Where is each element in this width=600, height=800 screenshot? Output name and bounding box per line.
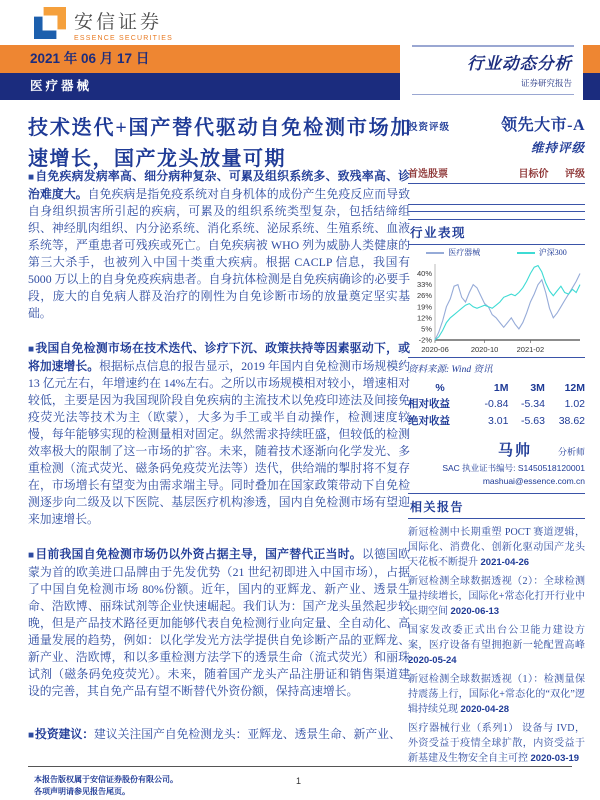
bullet-icon: ■ [28, 730, 35, 741]
cell-value: 38.62 [558, 414, 585, 427]
legend-entry [426, 247, 480, 258]
report-item-title: 国家发改委正式出台公卫能力建设方案，医疗设备有望拥抱新一轮配置高峰 [408, 625, 585, 651]
stock-col-label: 首选股票 [408, 169, 448, 180]
preferred-stock-header [408, 165, 585, 184]
empty-stock-row [408, 184, 585, 205]
line-swatch-icon [426, 252, 444, 254]
report-title: 技术迭代+国产替代驱动自免检测市场加速增长，国产龙头放量可期 [28, 117, 412, 171]
date-band [0, 45, 400, 73]
paragraph-2 [28, 340, 410, 528]
cell-value: 1.02 [564, 397, 585, 410]
table-row [408, 412, 585, 429]
cell-value: -5.63 [521, 414, 545, 427]
edge-navy-block [583, 73, 600, 100]
related-report-item[interactable] [408, 525, 585, 570]
legend-entry [517, 247, 567, 258]
paragraph-investment-advice [28, 726, 410, 744]
paragraph-1 [28, 168, 410, 322]
report-body [28, 168, 410, 762]
related-reports-list [408, 519, 585, 766]
footer-line2: 各项声明请参见报告尾页。 [34, 787, 130, 796]
row-label: 相对收益 [408, 399, 450, 410]
report-item-title: 新冠检测中长期重塑 POCT 赛道逻辑，国际化、消费化、创新化驱动国产龙头天花板不断提升 [408, 527, 585, 568]
page-number: 1 [296, 776, 302, 786]
rating-box [408, 106, 585, 212]
report-item-date: 2020-04-28 [460, 704, 510, 715]
report-type: 行业动态分析 [467, 54, 572, 73]
report-item-date: 2020-06-13 [450, 606, 500, 617]
paragraph-text: 根据标点信息的报告显示，2019 年国内自免检测市场规模约 13 亿元左右，年增速约在 14%左右。之所以市场规模相对较小，增速相对较低，主要是因为我国现阶段自免疾病的主流技术以免疫印迹法及间接免疫荧光法等技术为主（欧蒙），大多为手工或半自动操作，检测速度较慢，每年能够实现的检测量相对固定。纵然需求持续旺盛，但较低的检测效率极大的限制了这一市场的扩容。未来，随着技术逐渐向化学发光、多重检测（流式荧光、磁条码免疫荧光法等）迭代，供给端的掣肘将不复存在，市场增长有望变为由需求端主导。同时叠加在国家政策带动下自免检测逐步向二级及以下医院、基层医疗机构渗透，国内自免检测市场有望迎来加速增长。 [28, 359, 410, 526]
paragraph-lead: 目前我国自免检测市场仍以外资占据主导，国产替代正当时。 [35, 547, 362, 561]
legend-label: 医疗器械 [448, 248, 481, 257]
brand-name-cn: 安信证券 [74, 12, 163, 33]
svg-text:2020-10: 2020-10 [470, 345, 499, 354]
svg-text:2020-06: 2020-06 [421, 345, 449, 354]
cell-value: 3.01 [488, 414, 509, 427]
svg-text:12%: 12% [416, 313, 432, 323]
related-reports-heading: 相关报告 [408, 494, 585, 519]
essence-logo-icon [34, 7, 66, 39]
report-item-title: 新冠检测全球数据透视（2）：全球检测量持续增长，国际化+常态化打开行业中长期空间 [408, 576, 585, 617]
report-item-date: 2021-04-26 [480, 557, 530, 568]
brand-name-en: ESSENCE SECURITIES [74, 35, 174, 42]
table-row [408, 395, 585, 412]
report-subtype: 证券研究报告 [520, 78, 572, 88]
chart-source: 资料来源: Wind 资讯 [408, 357, 585, 377]
rating-value: 领先大市-A [501, 117, 585, 134]
col-header: 3M [530, 382, 545, 394]
related-report-item[interactable] [408, 721, 585, 766]
related-reports-section [408, 494, 585, 766]
edge-orange-block [583, 45, 600, 73]
svg-text:40%: 40% [416, 269, 432, 278]
report-item-title: 医疗器械行业（系列1） 设备与 IVD，外资受益于疫情全球扩散，内资受益于新基建及生物安全自主可控 [408, 723, 585, 764]
industry-performance-chart [408, 259, 585, 355]
report-item-date: 2020-05-24 [408, 655, 457, 666]
target-col-label: 目标价 [518, 169, 549, 180]
report-type-box [412, 45, 574, 95]
report-item-title: 新冠检测全球数据透视（1）：检测量保持震荡上行，国际化+常态化的“双化”逻辑持续兑现 [408, 674, 585, 715]
paragraph-text: 建议关注国产自免检测龙头：亚辉龙、透景生命、新产业、 [94, 727, 401, 741]
svg-text:5%: 5% [421, 324, 432, 334]
cell-value: -0.84 [484, 397, 509, 410]
svg-text:33%: 33% [416, 280, 432, 290]
paragraph-lead: 自免疾病发病率高、细分病种复杂、可累及组织系统多、致残率高、诊治难度大。 [28, 169, 410, 201]
rating-status: 维持评级 [530, 141, 585, 155]
analyst-sac-number: SAC 执业证书编号: S1450518120001 [442, 463, 585, 473]
legend-label: 沪深300 [538, 248, 567, 257]
svg-text:26%: 26% [416, 291, 432, 301]
col-header: % [435, 382, 445, 394]
rating-label: 投资评级 [408, 123, 451, 133]
industry-band [0, 73, 400, 100]
related-report-item[interactable] [408, 672, 585, 717]
col-header: 12M [564, 382, 585, 394]
footer-line1: 本报告版权属于安信证券股份有限公司。 [34, 775, 178, 784]
related-report-item[interactable] [408, 623, 585, 668]
side-column [408, 106, 585, 770]
analyst-block [408, 439, 585, 494]
returns-table [408, 381, 585, 429]
footer-divider [28, 766, 572, 767]
paragraph-text: 以德国欧蒙为首的欧美进口品牌由于先发优势（21 世纪初即进入中国市场），占据了中国自免检测市场 80%份额。近年，国内的亚辉龙、新产业、透景生命、浩欧博、丽珠试剂等企业快速崛起。我们认为：国产龙头虽然起步较晚，但是产品技术路径更加能够代表自免检测行业向定量、全自动化、高通量发展的趋势，例如：以化学发光方法学提供自免诊断产品的亚辉龙、新产业、浩欧博，和以多重检测方法学下的透景生命（流式荧光）和丽珠试剂（磁条码免疫荧光）。未来，随着国产龙头产品注册证和销售渠道建设的完善，其自免产品有望不断替代外资份额，保持高速增长。 [28, 547, 410, 698]
related-report-item[interactable] [408, 574, 585, 619]
bullet-icon: ■ [28, 172, 35, 183]
footer-disclaimer [34, 774, 178, 798]
cell-value: -5.34 [521, 397, 545, 410]
industry-performance-section [408, 219, 585, 429]
chart-legend [408, 247, 585, 258]
paragraph-3 [28, 546, 410, 700]
analyst-email [408, 476, 585, 486]
svg-text:-2%: -2% [418, 335, 432, 345]
row-label: 绝对收益 [408, 416, 450, 427]
analyst-name: 马帅 [497, 443, 532, 459]
line-swatch-icon [517, 252, 535, 254]
col-header: 1M [493, 382, 509, 394]
bullet-icon: ■ [28, 344, 35, 355]
paragraph-text: 自免疾病是指免疫系统对自身机体的成份产生免疫反应而导致自身组织损害所引起的疾病，可累及的组织系统类型复杂，包括结缔组织、神经肌肉组织、内分泌系统、消化系统、泌尿系统、生殖系统、血液系统等，严重患者可残疾或死亡。自免疾病被 WHO 列为威胁人类健康的第三大杀手，也被列入中国十类重大疾病。根据 CACLP 信息，我国有 5000 万以上的自身免疫疾病患者。自身抗体检测是自免疾病确诊的必要手段，庞大的自免病人群及治疗的刚性为自免诊断市场的放量奠定坚实基础。 [28, 187, 410, 320]
bullet-icon: ■ [28, 550, 35, 561]
analyst-role: 分析师 [557, 447, 585, 457]
empty-stock-row [408, 205, 585, 212]
svg-text:19%: 19% [416, 302, 432, 312]
svg-text:2021-02: 2021-02 [516, 345, 545, 354]
paragraph-lead: 投资建议： [35, 727, 95, 741]
report-item-date: 2020-03-19 [530, 753, 580, 764]
brand-logo [34, 7, 173, 42]
rating-col-label: 评级 [565, 169, 585, 180]
performance-heading: 行业表现 [408, 219, 585, 245]
report-date: 2021 年 06 月 17 日 [30, 51, 150, 66]
paragraph-lead: 我国自免检测市场在技术迭代、诊疗下沉、政策扶持等因素驱动下，或将加速增长。 [28, 341, 410, 373]
email-link[interactable]: mashuai@essence.com.cn [482, 476, 585, 486]
industry-name: 医疗器械 [30, 79, 93, 93]
